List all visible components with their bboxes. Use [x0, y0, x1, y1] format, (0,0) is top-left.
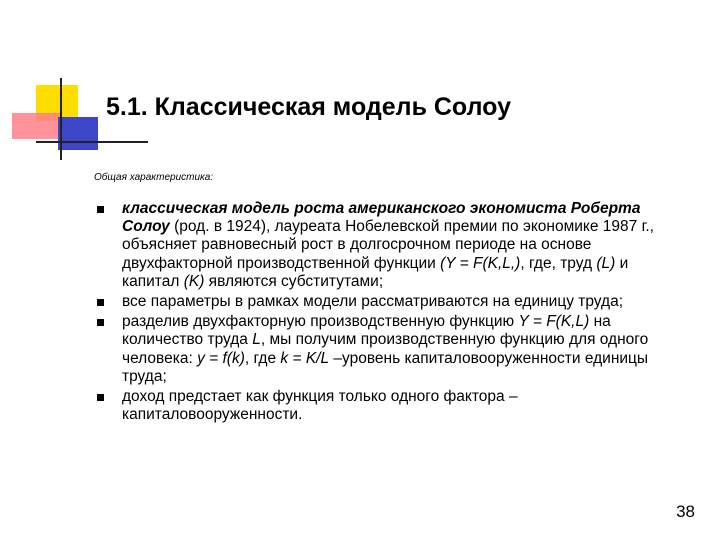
bullet-square-icon [97, 319, 104, 326]
bullet-text-formula: k = K/L [280, 349, 330, 367]
bullet-text: , где, труд [520, 254, 597, 272]
bullet-text-formula: y = f(k) [197, 349, 245, 367]
bullet-text: –уровень капиталовооруженности единицы труда; [122, 349, 649, 385]
bullet-text: являются субститутами; [204, 272, 384, 290]
bullet-list [94, 200, 654, 426]
bullet-item [94, 200, 654, 291]
slide-title: 5.1. Классическая модель Солоу [106, 93, 511, 121]
decor-horizontal-line [36, 141, 148, 143]
bullet-text: (род. в 1924), лауреата Нобелевской премии по экономике 1987 г., объясняет равновесный рост в долгосрочном периоде на основе двухфакторной производственной функции [122, 218, 654, 272]
page-number: 38 [676, 502, 695, 521]
bullet-text-formula: L [252, 331, 261, 349]
decor-blue-square [58, 117, 98, 150]
bullet-text: , где [244, 349, 281, 367]
bullet-text: на количество труда [122, 313, 611, 349]
bullet-text-emphasis: классическая модель роста американского экономиста Роберта Солоу [122, 200, 641, 236]
bullet-square-icon [97, 299, 104, 306]
slide-subtitle: Общая характеристика: [94, 172, 214, 183]
bullet-text-formula: (L) [596, 254, 616, 272]
bullet-text: и капитал [122, 254, 629, 290]
bullet-text: все параметры в рамках модели рассматриваются на единицу труда; [122, 293, 624, 311]
bullet-text: разделив двухфакторную производственную функцию [122, 313, 519, 331]
bullet-item [94, 388, 654, 424]
bullet-square-icon [97, 394, 104, 401]
bullet-square-icon [97, 206, 104, 213]
bullet-text-formula: Y = F(K,L) [518, 313, 590, 331]
bullet-item [94, 313, 654, 386]
bullet-text-formula: (K) [183, 272, 205, 290]
bullet-text: доход предстает как функция только одного фактора – капиталовооруженности. [122, 388, 518, 424]
decor-vertical-line [60, 78, 62, 160]
bullet-item [94, 293, 654, 311]
decor-red-square [12, 113, 60, 139]
bullet-text-formula: (Y = F(K,L,) [440, 254, 521, 272]
bullet-text: , мы получим производственную функцию для одного человека: [122, 331, 649, 367]
